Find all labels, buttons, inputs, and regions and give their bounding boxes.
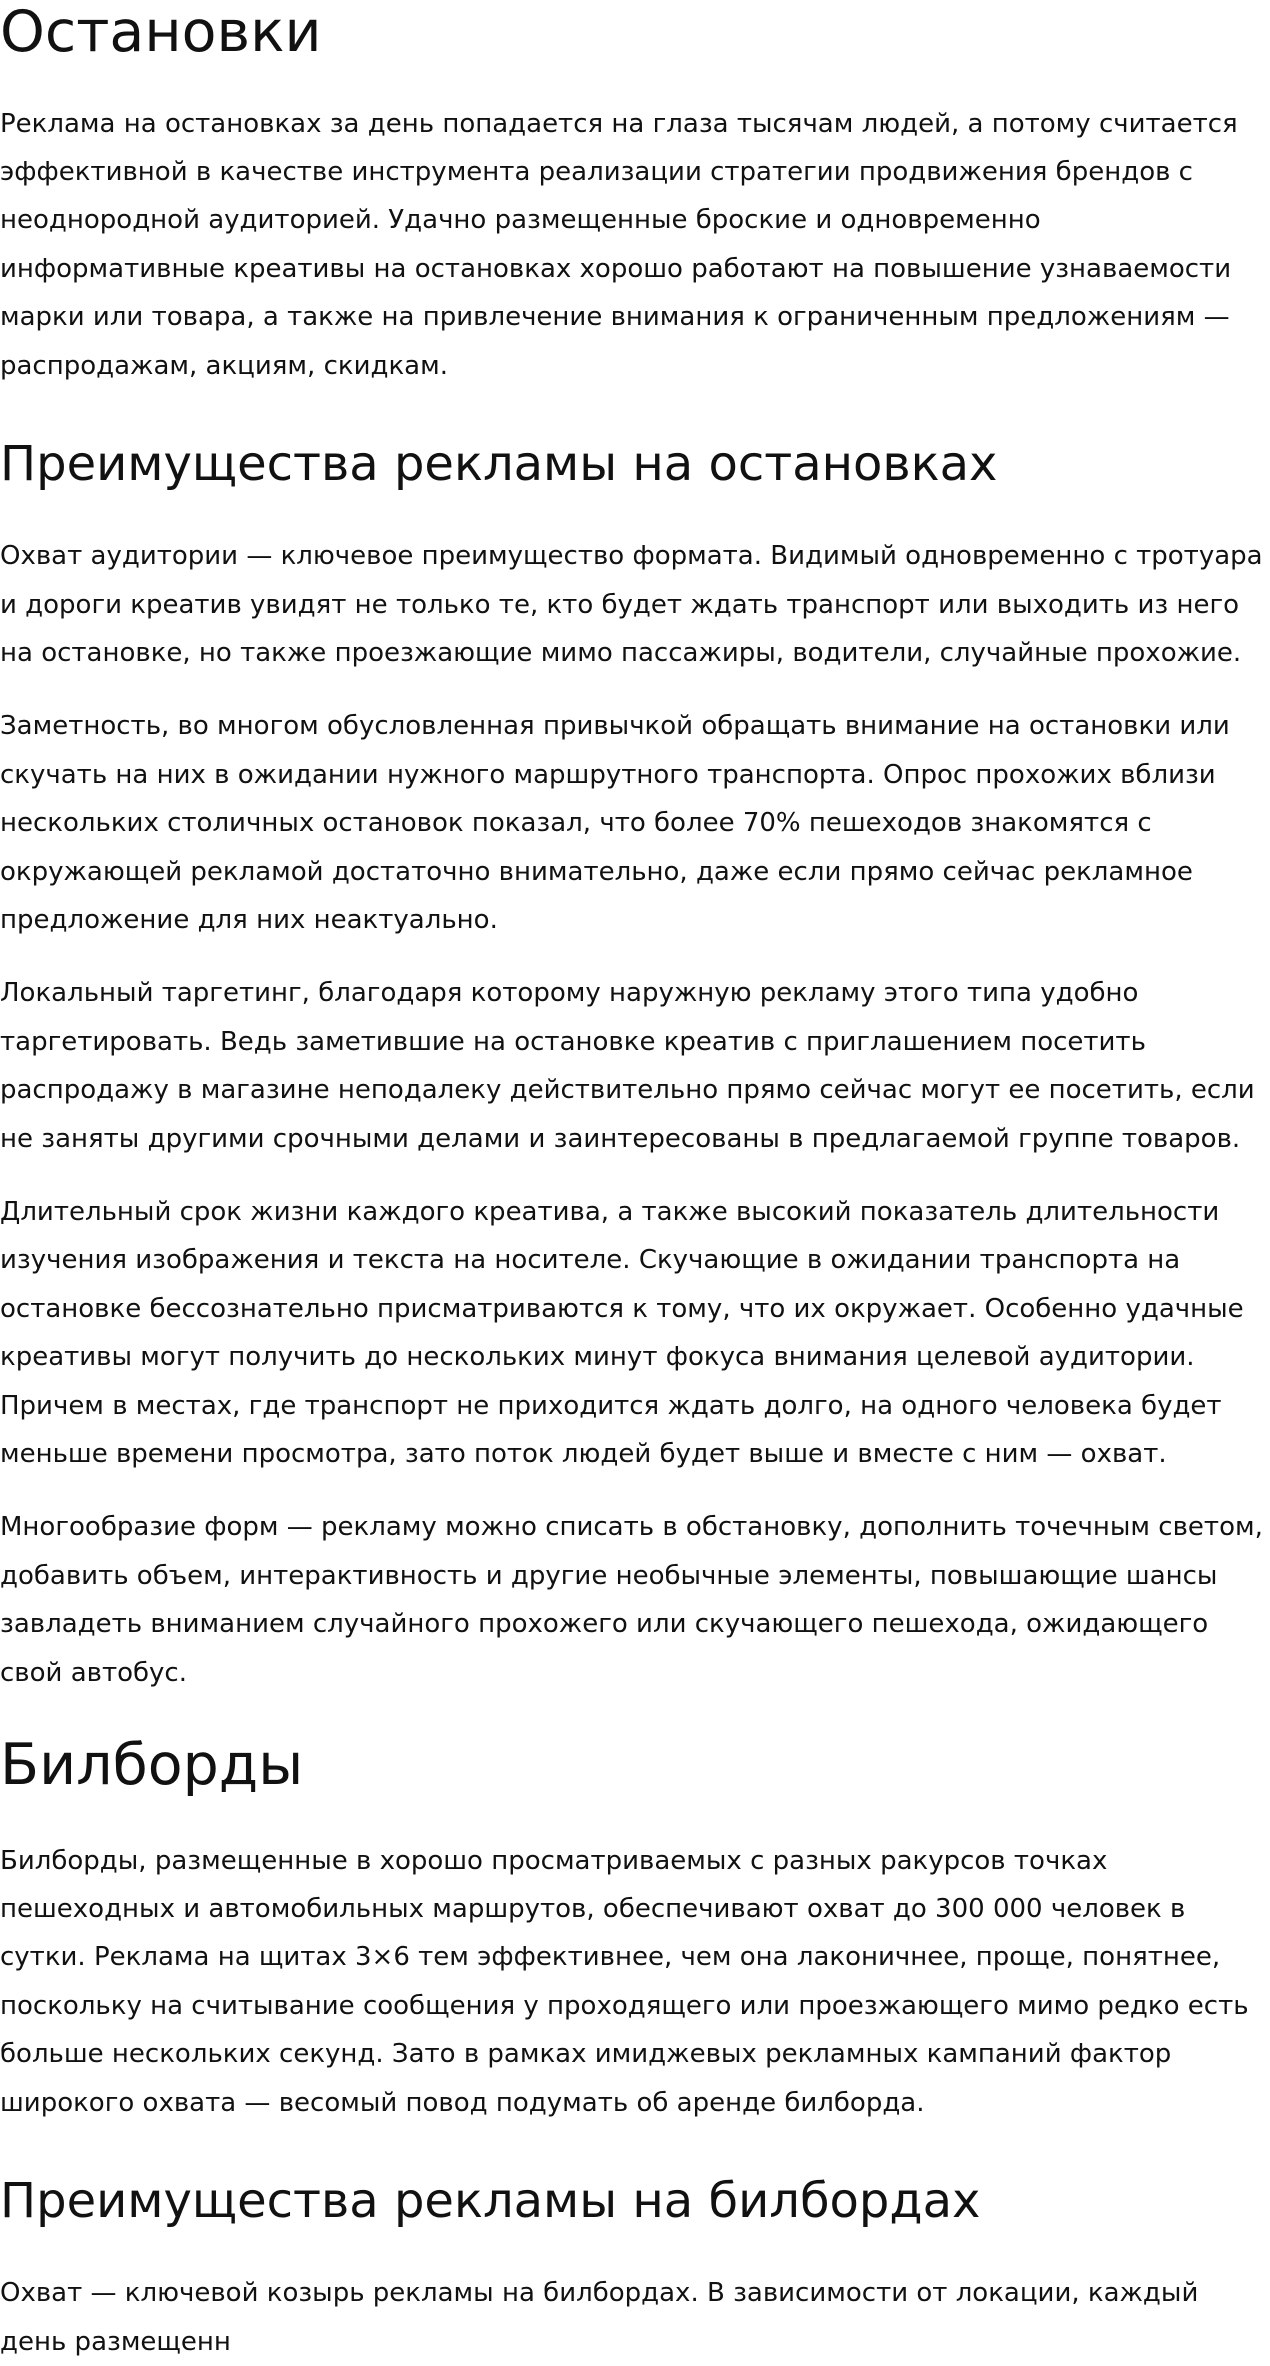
paragraph-audience-reach: Охват аудитории — ключевое преимущество формата. Видимый одновременно с тротуара и дороги креатив увидят не только те, кто будет ждать транспорт или выходить из него на остановке, но также проезжающие мимо пассажиры, водители, случайные прохожие. — [0, 541, 1263, 668]
paragraph-creative-lifetime: Длительный срок жизни каждого креатива, а также высокий показатель длительности изучения изображения и текста на носителе. Скучающие в ожидании транспорта на остановке бессознательно присматриваются к тому, что их окружает. Особенно удачные креативы могут получить до нескольких минут фокуса внимания целевой аудитории. Причем в местах, где транспорт не приходится ждать долго, на одного человека будет меньше времени просмотра, зато поток людей будет выше и вместе с ним — охват. — [0, 1197, 1244, 1470]
heading-billboards-advantages: Преимущества рекламы на билбордах — [0, 2173, 981, 2230]
paragraph-stops-intro: Реклама на остановках за день попадается на глаза тысячам людей, а потому считается эффективной в качестве инструмента реализации стратегии продвижения брендов с неоднородной аудиторией. Удачно размещенные броские и одновременно информативные креативы на остановках хорошо работают на повышение узнаваемости марки или товара, а также на привлечение внимания к ограниченным предложениям — распродажам, акциям, скидкам. — [0, 108, 1238, 381]
paragraph-form-variety: Многообразие форм — рекламу можно списать в обстановку, дополнить точечным светом, добавить объем, интерактивность и другие необычные элементы, повышающие шансы завладеть вниманием случайного прохожего или скучающего пешехода, ожидающего свой автобус. — [0, 1512, 1263, 1688]
paragraph-billboards-intro: Билборды, размещенные в хорошо просматриваемых с разных ракурсов точках пешеходных и автомобильных маршрутов, обеспечивают охват до 300 000 человек в сутки. Реклама на щитах 3×6 тем эффективнее, чем она лаконичнее, проще, понятнее, поскольку на считывание сообщения у проходящего или проезжающего мимо редко есть больше нескольких секунд. Зато в рамках имиджевых рекламных кампаний фактор широкого охвата — весомый повод подумать об аренде билборда. — [0, 1845, 1249, 2118]
paragraph-local-targeting: Локальный таргетинг, благодаря которому наружную рекламу этого типа удобно таргетировать. Ведь заметившие на остановке креатив с приглашением посетить распродажу в магазине неподалеку действительно прямо сейчас могут ее посетить, если не заняты другими срочными делами и заинтересованы в предлагаемой группе товаров. — [0, 978, 1255, 1154]
paragraph-billboards-reach: Охват — ключевой козырь рекламы на билбордах. В зависимости от локации, каждый день размещенн — [0, 2278, 1199, 2357]
paragraph-visibility: Заметность, во многом обусловленная привычкой обращать внимание на остановки или скучать на них в ожидании нужного маршрутного транспорта. Опрос прохожих вблизи нескольких столичных остановок показал, что более 70% пешеходов знакомятся с окружающей рекламой достаточно внимательно, даже если прямо сейчас рекламное предложение для них неактуально. — [0, 711, 1230, 936]
heading-stops: Остановки — [0, 0, 322, 65]
heading-stops-advantages: Преимущества рекламы на остановках — [0, 435, 998, 492]
heading-billboards: Билборды — [0, 1732, 304, 1799]
